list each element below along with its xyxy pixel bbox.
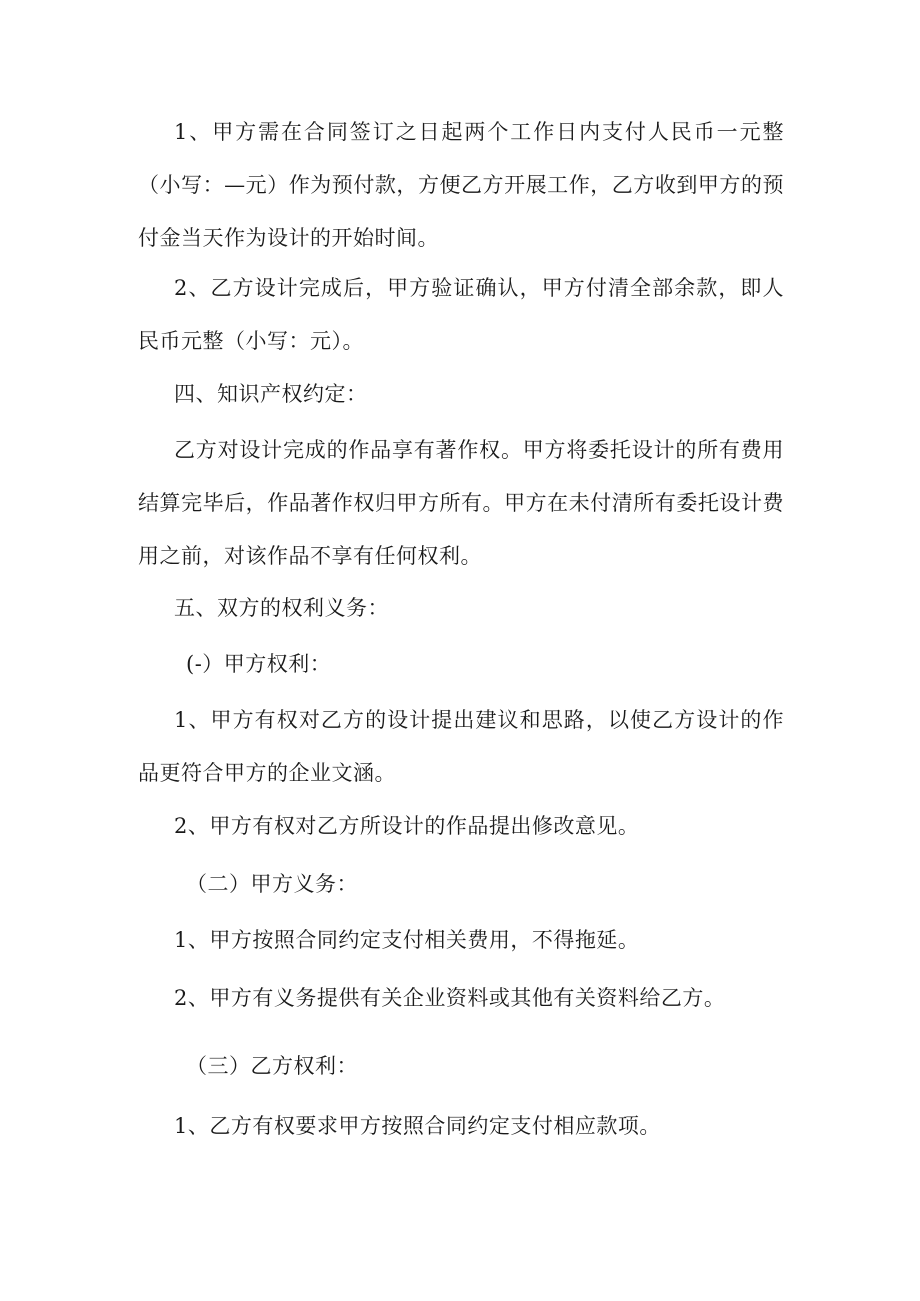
paragraph-party-a-right-1: 1、甲方有权对乙方的设计提出建议和思路，以使乙方设计的作品更符合甲方的企业文涵。 [138,708,784,785]
heading-party-a-obligations: （二）甲方义务： [186,872,358,896]
paragraph-prepayment: 1、甲方需在合同签订之日起两个工作日内支付人民币一元整（小写：—元）作为预付款，方便乙方开展工作，乙方收到甲方的预付金当天作为设计的开始时间。 [138,120,784,250]
paragraph-party-a-obligation-1: 1、甲方按照合同约定支付相关费用，不得拖延。 [174,928,640,952]
paragraph-party-b-right-1: 1、乙方有权要求甲方按照合同约定支付相应款项。 [174,1114,661,1138]
paragraph-party-a-right-2: 2、甲方有权对乙方所设计的作品提出修改意见。 [174,814,640,838]
heading-ip-agreement: 四、知识产权约定： [174,382,368,406]
paragraph-final-payment: 2、乙方设计完成后，甲方验证确认，甲方付清全部余款，即人民币元整（小写：元）。 [138,276,784,353]
heading-party-b-rights: （三）乙方权利： [186,1054,358,1078]
heading-rights-obligations: 五、双方的权利义务： [174,596,389,620]
paragraph-party-a-obligation-2: 2、甲方有义务提供有关企业资料或其他有关资料给乙方。 [174,986,726,1010]
paragraph-copyright: 乙方对设计完成的作品享有著作权。甲方将委托设计的所有费用结算完毕后，作品著作权归甲方所有。甲方在未付清所有委托设计费用之前，对该作品不享有任何权利。 [138,438,784,568]
heading-party-a-rights: (-）甲方权利： [186,652,332,676]
